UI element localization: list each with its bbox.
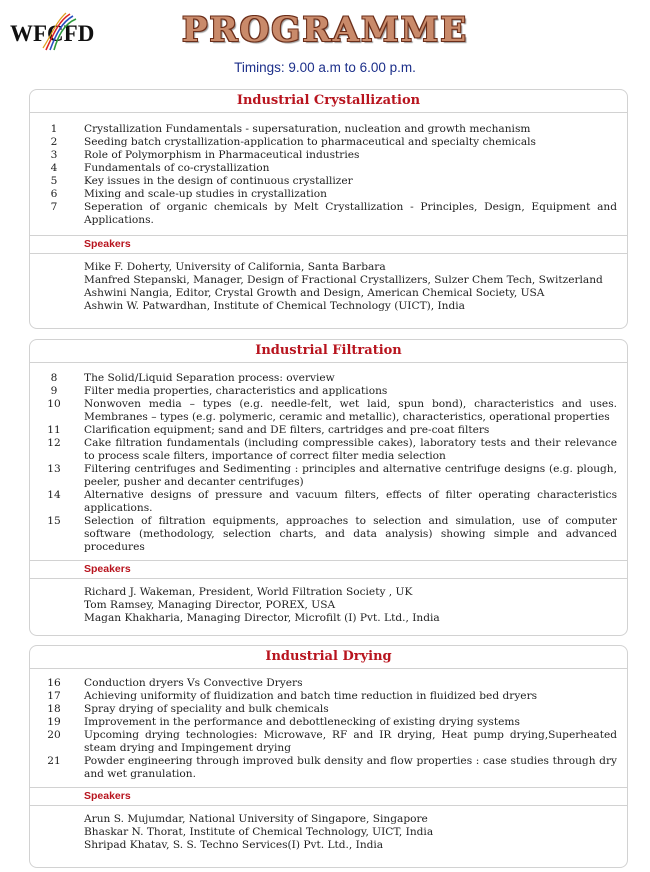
speakers-heading: Speakers bbox=[30, 560, 627, 579]
item-number: 8 bbox=[50, 372, 58, 384]
item-text: Improvement in the performance and debottlenecking of existing drying systems bbox=[84, 716, 520, 728]
item-text: Alternative designs of pressure and vacuum filters, effects of filter operating characteristics applications. bbox=[84, 489, 617, 514]
topic-list bbox=[30, 669, 627, 783]
section-title: Industrial Filtration bbox=[30, 340, 627, 363]
list-item bbox=[30, 515, 617, 554]
timings-text: Timings: 9.00 a.m to 6.00 p.m. bbox=[234, 60, 416, 75]
list-item bbox=[30, 437, 617, 463]
list-item bbox=[30, 398, 617, 424]
item-number: 14 bbox=[47, 489, 61, 501]
list-item bbox=[30, 716, 617, 729]
item-text: Role of Polymorphism in Pharmaceutical industries bbox=[84, 149, 360, 161]
item-number: 10 bbox=[47, 398, 61, 410]
list-item bbox=[30, 175, 617, 188]
speaker-list bbox=[30, 254, 627, 317]
list-item bbox=[30, 136, 617, 149]
list-item bbox=[30, 755, 617, 781]
section-title: Industrial Drying bbox=[30, 646, 627, 669]
speakers-heading: Speakers bbox=[30, 235, 627, 254]
item-number: 21 bbox=[47, 755, 61, 767]
list-item bbox=[30, 489, 617, 515]
item-number: 6 bbox=[50, 188, 58, 200]
item-text: Clarification equipment; sand and DE filters, cartridges and pre-coat filters bbox=[84, 424, 490, 436]
item-text: Spray drying of speciality and bulk chemicals bbox=[84, 703, 329, 715]
list-item bbox=[30, 677, 617, 690]
speaker-entry: Shripad Khatav, S. S. Techno Services(I) Pvt. Ltd., India bbox=[84, 839, 384, 851]
speaker-entry: Ashwin W. Patwardhan, Institute of Chemical Technology (UICT), India bbox=[84, 300, 465, 312]
item-number: 3 bbox=[50, 149, 58, 161]
list-item bbox=[30, 703, 617, 716]
item-number: 4 bbox=[50, 162, 58, 174]
item-number: 11 bbox=[47, 424, 61, 436]
item-number: 12 bbox=[47, 437, 61, 449]
item-number: 9 bbox=[50, 385, 58, 397]
list-item bbox=[30, 149, 617, 162]
speaker-entry: Manfred Stepanski, Manager, Design of Fractional Crystallizers, Sulzer Chem Tech, Switzerland bbox=[84, 274, 603, 286]
section-filtration bbox=[29, 339, 628, 636]
speakers-heading: Speakers bbox=[30, 787, 627, 806]
list-item bbox=[30, 188, 617, 201]
item-text: Conduction dryers Vs Convective Dryers bbox=[84, 677, 303, 689]
item-text: Seperation of organic chemicals by Melt Crystallization - Principles, Design, Equipment and Applications. bbox=[84, 201, 617, 226]
list-item bbox=[30, 201, 617, 227]
item-number: 1 bbox=[50, 123, 58, 135]
item-number: 17 bbox=[47, 690, 61, 702]
list-item bbox=[30, 385, 617, 398]
list-item bbox=[30, 162, 617, 175]
topic-list bbox=[30, 113, 627, 229]
speaker-entry: Arun S. Mujumdar, National University of Singapore, Singapore bbox=[84, 813, 428, 825]
item-text: Key issues in the design of continuous crystallizer bbox=[84, 175, 353, 187]
section-crystallization bbox=[29, 89, 628, 329]
item-number: 19 bbox=[47, 716, 61, 728]
speaker-entry: Bhaskar N. Thorat, Institute of Chemical Technology, UICT, India bbox=[84, 826, 434, 838]
list-item bbox=[30, 690, 617, 703]
item-number: 2 bbox=[50, 136, 58, 148]
item-text: Upcoming drying technologies: Microwave, RF and IR drying, Heat pump drying,Superheated steam drying and Impingement drying bbox=[84, 729, 617, 754]
item-number: 18 bbox=[47, 703, 61, 715]
item-text: Seeding batch crystallization-application to pharmaceutical and specialty chemicals bbox=[84, 136, 536, 148]
page-title: PROGRAMME bbox=[181, 10, 469, 50]
item-text: Nonwoven media – types (e.g. needle-felt, wet laid, spun bond), characteristics and uses. Membranes – types (e.g. polymeric, ceramic and metallic), characteristics, operational properties bbox=[84, 398, 617, 423]
logo-text: WFCFD bbox=[10, 21, 95, 46]
item-number: 20 bbox=[47, 729, 61, 741]
item-number: 16 bbox=[47, 677, 61, 689]
item-text: Selection of filtration equipments, approaches to selection and simulation, use of computer software (methodology, selection charts, and data analysis) showing simple and advanced procedures bbox=[84, 515, 617, 553]
item-text: Powder engineering through improved bulk density and flow properties : case studies through dry and wet granulation. bbox=[84, 755, 617, 780]
item-text: Crystallization Fundamentals - supersaturation, nucleation and growth mechanism bbox=[84, 123, 531, 135]
item-number: 15 bbox=[47, 515, 61, 527]
item-number: 7 bbox=[50, 201, 58, 213]
speaker-entry: Richard J. Wakeman, President, World Filtration Society , UK bbox=[84, 586, 413, 598]
speaker-list bbox=[30, 579, 627, 629]
list-item bbox=[30, 463, 617, 489]
speaker-entry: Magan Khakharia, Managing Director, Microfilt (I) Pvt. Ltd., India bbox=[84, 612, 440, 624]
list-item bbox=[30, 424, 617, 437]
item-text: The Solid/Liquid Separation process: overview bbox=[84, 372, 335, 384]
item-text: Fundamentals of co-crystallization bbox=[84, 162, 270, 174]
list-item bbox=[30, 123, 617, 136]
item-number: 13 bbox=[47, 463, 61, 475]
list-item bbox=[30, 729, 617, 755]
item-text: Filtering centrifuges and Sedimenting : principles and alternative centrifuge designs (e.g. plough, peeler, pusher and decanter centrifuges) bbox=[84, 463, 617, 488]
speaker-list bbox=[30, 806, 627, 856]
item-text: Achieving uniformity of fluidization and batch time reduction in fluidized bed dryers bbox=[84, 690, 538, 702]
item-text: Mixing and scale-up studies in crystallization bbox=[84, 188, 327, 200]
item-number: 5 bbox=[50, 175, 58, 187]
topic-list bbox=[30, 363, 627, 556]
list-item bbox=[30, 372, 617, 385]
speaker-entry: Tom Ramsey, Managing Director, POREX, USA bbox=[84, 599, 336, 611]
section-drying bbox=[29, 645, 628, 868]
section-title: Industrial Crystallization bbox=[30, 90, 627, 113]
item-text: Cake filtration fundamentals (including compressible cakes), laboratory tests and their relevance to process scale filters, importance of correct filter media selection bbox=[84, 437, 617, 462]
speaker-entry: Mike F. Doherty, University of California, Santa Barbara bbox=[84, 261, 386, 273]
item-text: Filter media properties, characteristics and applications bbox=[84, 385, 388, 397]
speaker-entry: Ashwini Nangia, Editor, Crystal Growth and Design, American Chemical Society, USA bbox=[84, 287, 545, 299]
